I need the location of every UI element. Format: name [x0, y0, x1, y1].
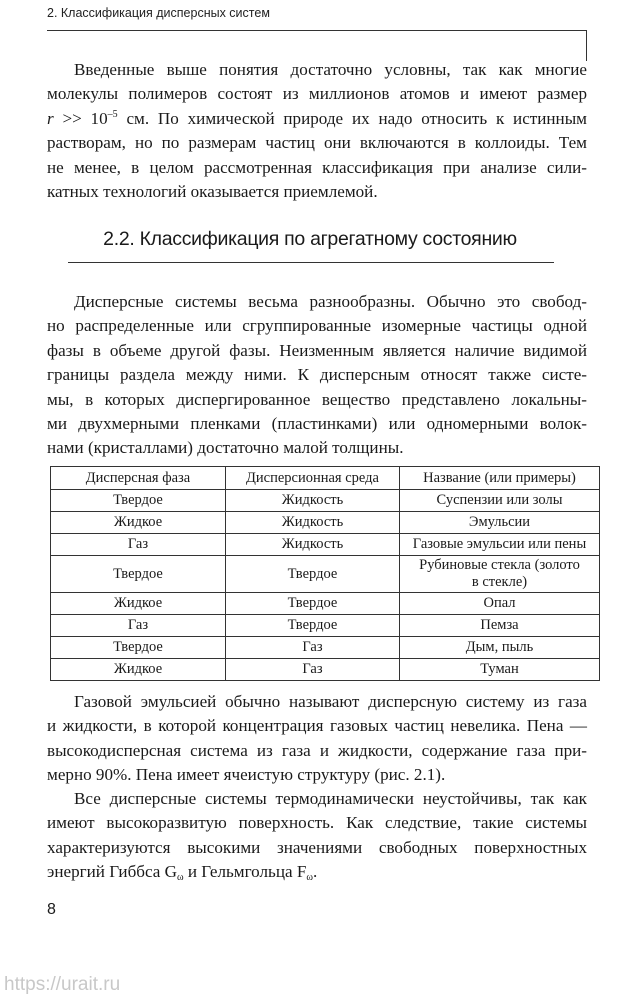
- p4-line-2: имеют высокоразвитую поверхность. Как следствие, такие системы: [47, 813, 587, 833]
- table-header-row: [51, 467, 600, 490]
- page-number: 8: [47, 901, 56, 918]
- table-cell: Жидкое: [51, 659, 226, 681]
- intro-line-3: [47, 107, 587, 131]
- table-cell: Твердое: [226, 593, 400, 615]
- table-row: [51, 534, 600, 556]
- p4-line-1: Все дисперсные системы термодинамически неустойчивы, так как: [74, 789, 587, 808]
- intro-paragraph: [47, 58, 587, 204]
- table-cell: Жидкое: [51, 593, 226, 615]
- table-cell: Пемза: [400, 615, 600, 637]
- intro-line-1: Введенные выше понятия достаточно условны, так как многие: [74, 60, 587, 79]
- table-cell: Туман: [400, 659, 600, 681]
- watermark-link[interactable]: https://urait.ru: [4, 974, 121, 995]
- table-cell: Газ: [226, 659, 400, 681]
- header-dispersed-phase: Дисперсная фаза: [51, 467, 226, 490]
- p4-line-4-c: .: [312, 862, 318, 882]
- table-cell: Жидкость: [226, 534, 400, 556]
- table-cell: Жидкое: [51, 512, 226, 534]
- running-head: 2. Классификация дисперсных систем: [47, 6, 270, 20]
- paragraph-3: [47, 690, 587, 788]
- variable-r: r: [47, 108, 54, 128]
- p3-line-3: высокодисперсная система из газа и жидкости, содержание газа при-: [47, 740, 587, 760]
- p2-line-3: фазы в объеме другой фазы. Неизменным является наличие видимой: [47, 340, 587, 360]
- intro-line-3-b: см. По химической природе их надо относить к истинным: [117, 108, 587, 128]
- table-cell: Твердое: [51, 556, 226, 593]
- exponent: –5: [107, 108, 118, 120]
- table-cell: Твердое: [51, 490, 226, 512]
- table-row: [51, 637, 600, 659]
- p2-line-7: нами (кристаллами) достаточно малой толщины.: [47, 438, 404, 458]
- table-cell: Жидкость: [226, 490, 400, 512]
- p4-line-4: [47, 860, 587, 884]
- subscript-omega: ω: [176, 872, 184, 884]
- intro-line-3-a: >> 10: [53, 108, 108, 128]
- paragraph-4: [47, 787, 587, 885]
- header-rule: [47, 30, 587, 31]
- table-cell: Твердое: [226, 556, 400, 593]
- table-cell: Эмульсии: [400, 512, 600, 534]
- p2-line-5: мы, в которых диспергированное вещество представлено локальны-: [47, 389, 587, 409]
- intro-line-4: растворам, но по размерам частиц они включаются в коллоиды. Тем: [47, 133, 587, 153]
- intro-line-2: молекулы полимеров состоят из миллионов атомов и имеют размер: [47, 84, 587, 104]
- p3-line-1: Газовой эмульсией обычно называют дисперсную систему из газа: [74, 692, 587, 711]
- dispersion-table: [50, 466, 600, 681]
- table-cell: [400, 556, 600, 593]
- table-cell: Газ: [226, 637, 400, 659]
- intro-line-5: не менее, в целом рассмотренная классификация при анализе сили-: [47, 157, 587, 177]
- p4-line-4-b: и Гельмгольца F: [183, 862, 307, 882]
- subscript-omega: ω: [306, 872, 313, 884]
- header-rule-stub: [586, 30, 587, 61]
- table-row: [51, 490, 600, 512]
- table-cell: Твердое: [51, 637, 226, 659]
- p2-line-2: но распределенные или сгруппированные изомерные частицы одной: [47, 316, 587, 336]
- header-dispersion-medium: Дисперсионная среда: [226, 467, 400, 490]
- table-cell: Газовые эмульсии или пены: [400, 534, 600, 556]
- p4-line-4-a: энергий Гиббса G: [47, 862, 177, 882]
- section-title-rule: [68, 262, 554, 263]
- cell-line: Рубиновые стекла (золото: [419, 557, 580, 573]
- table-cell: Опал: [400, 593, 600, 615]
- table-cell: Дым, пыль: [400, 637, 600, 659]
- paragraph-2: [47, 290, 587, 461]
- table-cell: Газ: [51, 615, 226, 637]
- table-row: [51, 615, 600, 637]
- p2-line-4: границы раздела между ними. К дисперсным относят также систе-: [47, 365, 587, 385]
- table-row: [51, 659, 600, 681]
- table-cell: Суспензии или золы: [400, 490, 600, 512]
- table-cell: Жидкость: [226, 512, 400, 534]
- p4-line-3: характеризуются высокими значениями свободных поверхностных: [47, 837, 587, 857]
- p3-line-4: мерно 90%. Пена имеет ячеистую структуру (рис. 2.1).: [47, 765, 446, 785]
- table-row: [51, 556, 600, 593]
- cell-line: в стекле): [471, 574, 528, 590]
- table-cell: Газ: [51, 534, 226, 556]
- p3-line-2: и жидкости, в которой концентрация газовых частиц невелика. Пена —: [47, 716, 587, 736]
- table-row: [51, 512, 600, 534]
- header-name-examples: Название (или примеры): [400, 467, 600, 490]
- table-cell: Твердое: [226, 615, 400, 637]
- p2-line-6: ми двухмерными пленками (пластинками) или одномерными волок-: [47, 414, 587, 434]
- table-row: [51, 593, 600, 615]
- section-title: 2.2. Классификация по агрегатному состоянию: [103, 228, 517, 250]
- p2-line-1: Дисперсные системы весьма разнообразны. Обычно это свобод-: [74, 292, 587, 311]
- intro-line-6: катных технологий оказывается приемлемой.: [47, 182, 378, 202]
